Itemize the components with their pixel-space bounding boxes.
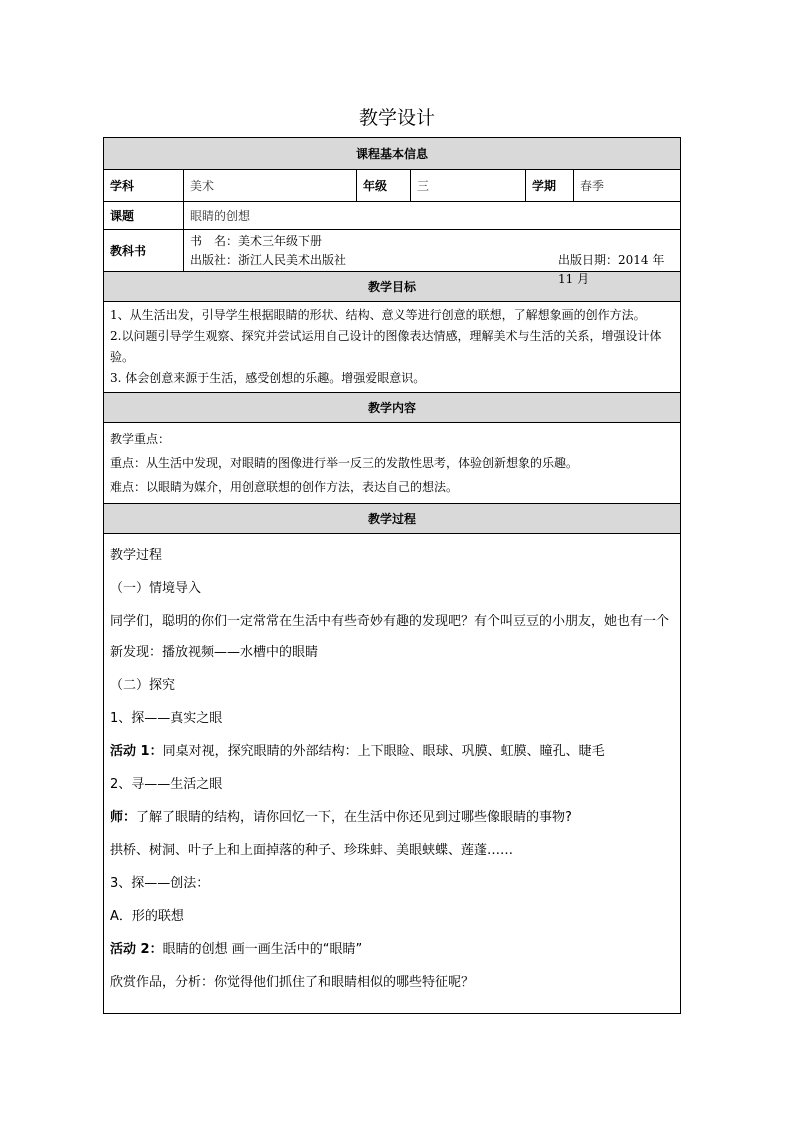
content-header: 教学内容 (104, 393, 681, 423)
process-paragraph: 1、探——真实之眼 (110, 711, 223, 726)
lesson-plan-table (103, 137, 681, 1014)
process-paragraph: A．形的联想 (110, 909, 184, 924)
process-paragraph: 同学们，聪明的你们一定常常在生活中有些奇妙有趣的发现吧？有个叫豆豆的小朋友，她也有一个新发现：播放视频——水槽中的眼睛 (110, 614, 670, 660)
content-line: 教学重点： (110, 432, 171, 446)
textbook-label: 教科书 (104, 230, 184, 272)
process-paragraph (110, 802, 674, 833)
basic-info-header: 课程基本信息 (104, 138, 681, 170)
publication-date: 出版日期：2014 年 11 月 (558, 252, 665, 286)
topic-value: 眼睛的创想 (184, 202, 681, 230)
objective-item: 3. 体会创意来源于生活，感受创想的乐趣。增强爱眼意识。 (110, 371, 426, 385)
process-paragraph (110, 736, 674, 767)
document-title: 教学设计 (358, 107, 435, 129)
activity-text: 同桌对视，探究眼睛的外部结构：上下眼睑、眼球、巩膜、虹膜、瞳孔、睫毛 (162, 744, 605, 759)
content-line: 重点：从生活中发现，对眼睛的图像进行举一反三的发散性思考，体验创新想象的乐趣。 (110, 456, 579, 470)
textbook-info (184, 230, 681, 286)
process-paragraph (110, 934, 674, 965)
activity-label: 活动 2： (110, 942, 163, 957)
objective-item: 2.以问题引导学生观察、探究并尝试运用自己设计的图像表达情感，理解美术与生活的关系，增强设计体验。 (110, 329, 662, 364)
process-paragraph: 欣赏作品，分析：你觉得他们抓住了和眼睛相似的哪些特征呢？ (110, 975, 475, 990)
grade-label: 年级 (357, 170, 411, 202)
grade-value: 三 (411, 170, 526, 202)
teacher-text: 了解了眼睛的结构，请你回忆一下，在生活中你还见到过哪些像眼睛的事物? (136, 810, 572, 825)
content-list (104, 423, 681, 504)
term-value: 春季 (574, 170, 681, 202)
objectives-header: 教学目标 (104, 272, 681, 302)
subject-value: 美术 (184, 170, 357, 202)
publisher: 出版社：浙江人民美术出版社 (190, 252, 347, 267)
activity-text: 眼睛的创想 画一画生活中的“眼睛” (162, 942, 363, 957)
process-body (104, 534, 681, 1014)
objective-item: 1、从生活出发，引导学生根据眼睛的形状、结构、意义等进行创意的联想，了解想象画的创作方法。 (110, 308, 646, 322)
process-paragraph: （二）探究 (110, 678, 176, 693)
subject-label: 学科 (104, 170, 184, 202)
activity-label: 活动 1： (110, 744, 163, 759)
process-header: 教学过程 (104, 504, 681, 534)
publisher-row (190, 251, 674, 286)
objectives-list (104, 302, 681, 393)
process-paragraph: （一）情境导入 (110, 581, 202, 596)
topic-label: 课题 (104, 202, 184, 230)
process-paragraph: 2、寻——生活之眼 (110, 777, 223, 792)
process-paragraph: 拱桥、树洞、叶子上和上面掉落的种子、珍珠蚌、美眼蛱蝶、莲蓬…… (110, 843, 514, 858)
content-line: 难点：以眼睛为媒介，用创意联想的创作方法，表达自己的想法。 (110, 480, 459, 494)
term-label: 学期 (526, 170, 574, 202)
process-paragraph: 教学过程 (110, 548, 163, 563)
process-paragraph: 3、探——创法： (110, 876, 210, 891)
book-name: 书 名：美术三年级下册 (190, 233, 323, 248)
teacher-label: 师： (110, 810, 137, 825)
